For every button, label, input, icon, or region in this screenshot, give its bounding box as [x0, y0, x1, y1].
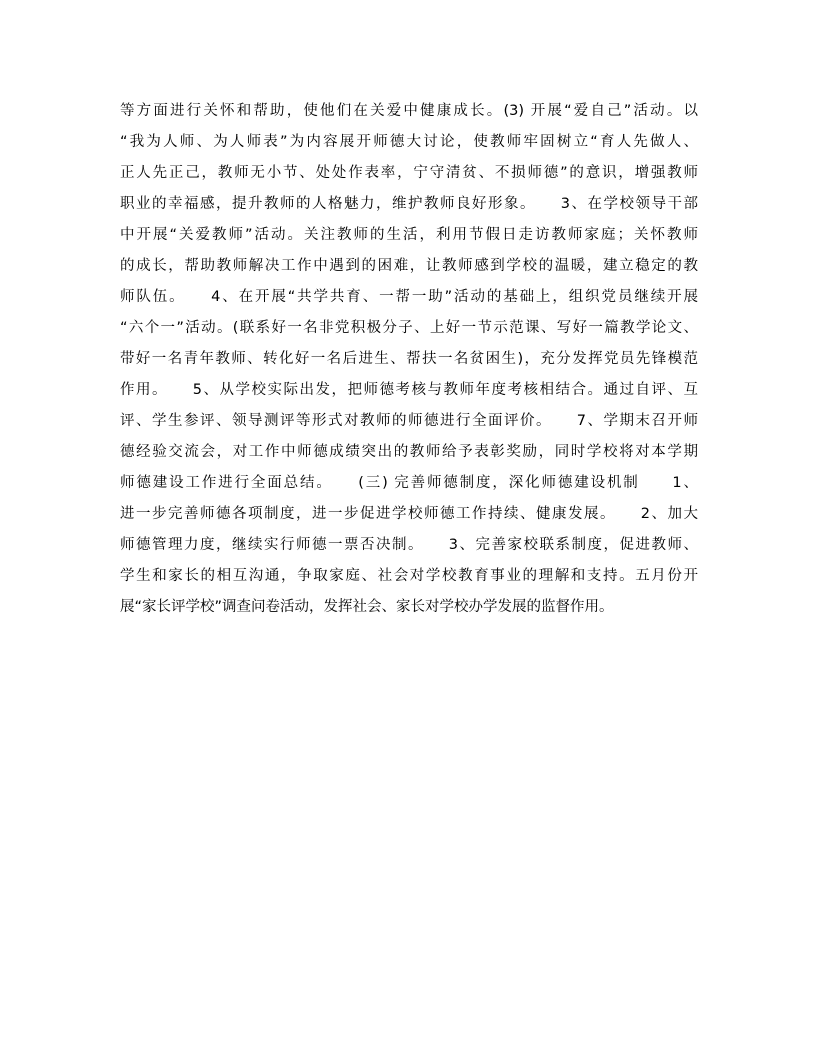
paragraph-line: “六个一”活动。(联系好一名非党积极分子、上好一节示范课、写好一篇教学论文、: [120, 320, 698, 336]
paragraph-line: 德经验交流会，对工作中师德成绩突出的教师给予表彰奖励，同时学校将对本学期: [120, 444, 698, 460]
paragraph-line: 职业的幸福感，提升教师的人格魅力，维护教师良好形象。 3、在学校领导干部: [120, 196, 698, 212]
paragraph-line: 师队伍。 4、在开展“共学共育、一帮一助”活动的基础上，组织党员继续开展: [120, 289, 698, 305]
paragraph-line: “我为人师、为人师表”为内容展开师德大讨论，使教师牢固树立“育人先做人、: [120, 134, 698, 150]
paragraph-line: 作用。 5、从学校实际出发，把师德考核与教师年度考核相结合。通过自评、互: [120, 382, 698, 398]
paragraph-line: 的成长，帮助教师解决工作中遇到的困难，让教师感到学校的温暖，建立稳定的教: [120, 258, 698, 274]
paragraph-line: 师德建设工作进行全面总结。 (三) 完善师德制度，深化师德建设机制 1、: [120, 475, 698, 491]
paragraph-line: 正人先正己，教师无小节、处处作表率，宁守清贫、不损师德”的意识，增强教师: [120, 165, 698, 181]
paragraph-line: 等方面进行关怀和帮助，使他们在关爱中健康成长。(3) 开展“爱自己”活动。以: [120, 103, 698, 119]
body-paragraph: [120, 96, 698, 623]
paragraph-line: 学生和家长的相互沟通，争取家庭、社会对学校教育事业的理解和支持。五月份开: [120, 568, 698, 584]
paragraph-line: 展“家长评学校”调查问卷活动，发挥社会、家长对学校办学发展的监督作用。: [120, 599, 614, 615]
paragraph-line: 进一步完善师德各项制度，进一步促进学校师德工作持续、健康发展。 2、加大: [120, 506, 698, 522]
paragraph-line: 评、学生参评、领导测评等形式对教师的师德进行全面评价。 7、学期末召开师: [120, 413, 698, 429]
paragraph-line: 师德管理力度，继续实行师德一票否决制。 3、完善家校联系制度，促进教师、: [120, 537, 698, 553]
paragraph-line: 中开展“关爱教师”活动。关注教师的生活，利用节假日走访教师家庭；关怀教师: [120, 227, 698, 243]
paragraph-line: 带好一名青年教师、转化好一名后进生、帮扶一名贫困生)，充分发挥党员先锋模范: [120, 351, 698, 367]
